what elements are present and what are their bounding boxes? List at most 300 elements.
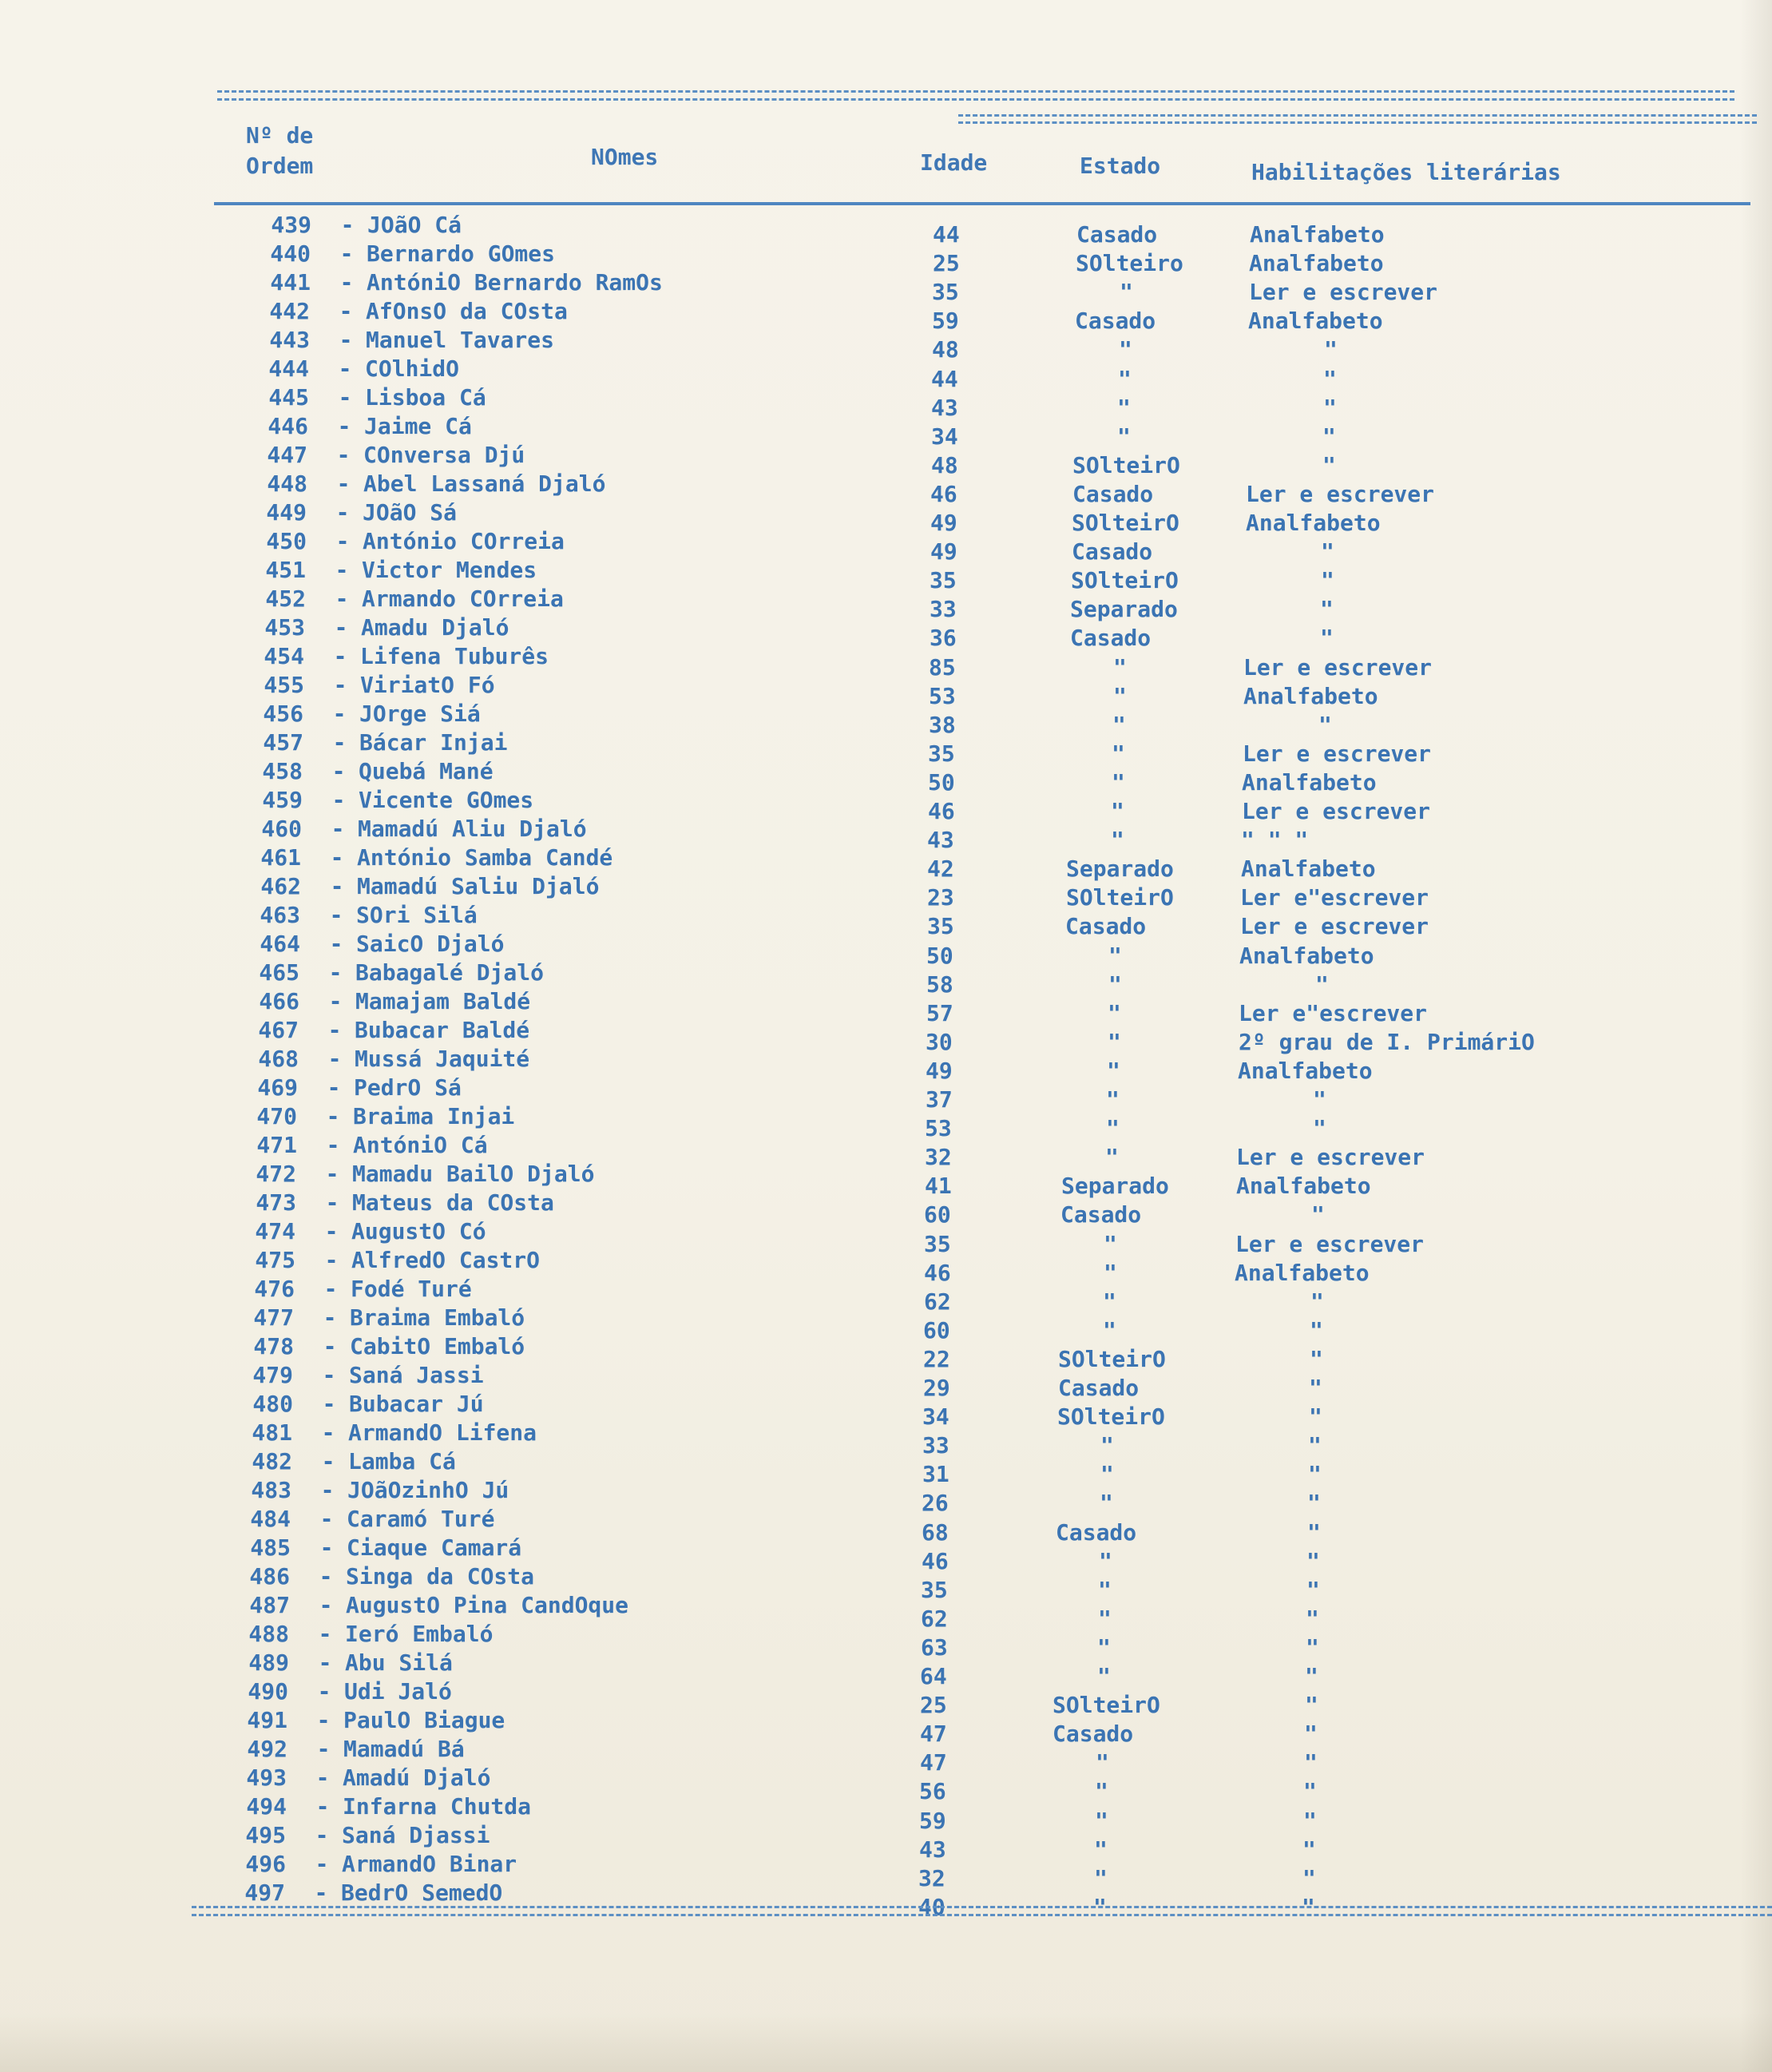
row-dash: - <box>329 902 343 928</box>
row-education: " <box>1320 625 1334 652</box>
row-age: 44 <box>933 221 960 248</box>
row-status: " <box>1106 1086 1120 1113</box>
row-age: 23 <box>927 884 954 911</box>
row-number: 440 <box>270 240 311 267</box>
row-number: 484 <box>250 1506 291 1532</box>
row-dash: - <box>318 1621 332 1647</box>
row-age: 56 <box>919 1778 946 1805</box>
row-name: AugustO Có <box>351 1218 486 1244</box>
row-dash: - <box>335 528 350 554</box>
row-education: Ler e escrever <box>1235 1230 1425 1257</box>
row-dash: - <box>326 1132 340 1158</box>
row-number: 457 <box>263 729 303 756</box>
row-age: 62 <box>921 1605 948 1632</box>
row-status: " <box>1103 1316 1116 1344</box>
row-dash: - <box>338 384 352 411</box>
row-status: " <box>1094 1836 1108 1863</box>
row-age: 22 <box>923 1345 950 1372</box>
row-name: Victor Mendes <box>362 557 537 583</box>
row-status: Casado <box>1065 913 1147 940</box>
row-number: 453 <box>264 614 305 641</box>
row-age: 31 <box>922 1461 949 1488</box>
row-age: 53 <box>929 682 956 709</box>
row-number: 474 <box>255 1218 295 1244</box>
header-order-line1: Nº de <box>246 122 314 149</box>
row-education: " <box>1306 1633 1319 1661</box>
row-education: " <box>1321 567 1334 594</box>
row-age: 58 <box>926 971 953 998</box>
row-name: JOãO Cá <box>367 212 462 238</box>
row-name: Mamadú Aliu Djaló <box>358 816 587 842</box>
row-name: Amadu Djaló <box>361 614 509 641</box>
row-name: António Samba Candé <box>357 844 613 871</box>
row-dash: - <box>323 1333 337 1360</box>
row-age: 63 <box>921 1633 948 1661</box>
row-education: Ler e escrever <box>1246 480 1435 507</box>
row-dash: - <box>322 1391 336 1417</box>
row-status: " <box>1113 653 1127 681</box>
row-name: Fodé Turé <box>351 1276 472 1302</box>
row-age: 64 <box>920 1663 947 1689</box>
row-age: 44 <box>931 365 958 392</box>
row-education: Analfabeto <box>1250 221 1385 248</box>
row-name: Mateus da COsta <box>352 1189 554 1216</box>
row-name: Braima Embaló <box>350 1304 525 1331</box>
row-education: Analfabeto <box>1241 855 1376 883</box>
row-name: Amadú Djaló <box>343 1764 491 1791</box>
row-age: 46 <box>922 1547 949 1574</box>
row-dash: - <box>331 816 345 842</box>
row-age: 37 <box>926 1086 953 1113</box>
row-status: " <box>1093 1893 1107 1920</box>
row-number: 439 <box>271 212 311 238</box>
row-age: 85 <box>929 653 956 681</box>
row-dash: - <box>321 1448 335 1475</box>
row-education: Ler e"escrever <box>1240 884 1429 911</box>
row-name: AfOnsO da COsta <box>366 298 568 324</box>
row-age: 60 <box>923 1316 950 1344</box>
row-dash: - <box>340 212 355 238</box>
row-education: " <box>1302 1836 1316 1863</box>
row-dash: - <box>333 643 347 669</box>
row-dash: - <box>319 1534 334 1561</box>
row-number: 442 <box>269 298 310 324</box>
row-age: 59 <box>919 1807 946 1834</box>
row-status: SOlteirO <box>1052 1692 1160 1719</box>
row-number: 475 <box>255 1247 295 1273</box>
row-dash: - <box>337 413 351 439</box>
row-name: Infarna Chutda <box>343 1793 532 1820</box>
row-number: 441 <box>270 269 311 296</box>
row-status: " <box>1095 1778 1108 1805</box>
row-dash: - <box>339 327 353 353</box>
row-age: 32 <box>918 1864 945 1891</box>
row-status: " <box>1111 798 1124 824</box>
row-dash: - <box>325 1161 339 1187</box>
row-age: 26 <box>922 1490 949 1517</box>
row-dash: - <box>328 988 343 1014</box>
row-education: " <box>1322 451 1336 478</box>
top-double-rule-1 <box>217 90 1734 93</box>
row-dash: - <box>335 585 349 612</box>
row-status: " <box>1111 827 1124 854</box>
row-number: 478 <box>253 1333 294 1360</box>
row-age: 43 <box>931 394 958 421</box>
row-number: 495 <box>245 1822 286 1848</box>
row-name: Braima Injai <box>353 1103 515 1129</box>
row-status: " <box>1100 1490 1113 1517</box>
row-age: 34 <box>922 1403 949 1431</box>
row-status: Casado <box>1076 221 1158 248</box>
row-education: Analfabeto <box>1246 510 1381 536</box>
row-dash: - <box>325 1189 339 1216</box>
row-age: 29 <box>923 1375 950 1401</box>
row-status: " <box>1094 1864 1108 1891</box>
row-status: Separado <box>1066 855 1174 883</box>
row-dash: - <box>329 931 343 957</box>
row-age: 49 <box>930 538 957 566</box>
row-number: 466 <box>259 988 299 1014</box>
row-number: 452 <box>265 585 306 612</box>
row-name: BedrO SemedO <box>341 1879 503 1906</box>
row-dash: - <box>339 240 354 267</box>
row-name: Jaime Cá <box>364 413 472 439</box>
row-education: " <box>1305 1663 1318 1689</box>
bottom-double-rule-1 <box>192 1906 1772 1908</box>
row-dash: - <box>317 1678 331 1705</box>
row-age: 43 <box>919 1836 946 1863</box>
row-age: 38 <box>929 711 956 738</box>
row-number: 491 <box>247 1707 287 1733</box>
row-status: " <box>1095 1807 1108 1834</box>
row-name: Bubacar Baldé <box>355 1017 530 1043</box>
row-number: 444 <box>268 355 309 382</box>
row-dash: - <box>315 1851 329 1877</box>
row-education: " <box>1318 711 1332 738</box>
row-education: " <box>1306 1576 1320 1603</box>
top-double-rule-2 <box>217 98 1734 101</box>
row-education: " <box>1307 1518 1321 1546</box>
row-dash: - <box>319 1563 333 1590</box>
row-name: Babagalé Djaló <box>355 959 545 986</box>
row-name: AntóniO Bernardo RamOs <box>367 269 663 296</box>
row-name: Lifena Tuburês <box>360 643 549 669</box>
row-number: 494 <box>246 1793 287 1820</box>
row-name: Bernardo GOmes <box>367 240 556 267</box>
row-status: " <box>1112 711 1126 738</box>
row-name: CabitO Embaló <box>350 1333 525 1360</box>
row-education: " " " <box>1241 827 1309 854</box>
row-dash: - <box>319 1506 334 1532</box>
row-number: 459 <box>262 787 303 813</box>
row-name: PaulO Biague <box>343 1707 505 1733</box>
row-status: SOlteirO <box>1066 884 1174 911</box>
row-age: 49 <box>926 1057 953 1084</box>
header-education: Habilitações literárias <box>1251 159 1561 185</box>
row-number: 443 <box>269 327 310 353</box>
row-dash: - <box>335 557 349 583</box>
row-number: 456 <box>263 701 303 727</box>
row-name: António COrreia <box>363 528 565 554</box>
row-age: 46 <box>924 1259 951 1286</box>
row-status: Casado <box>1070 625 1152 652</box>
row-status: " <box>1097 1633 1111 1661</box>
row-name: COnversa Djú <box>363 442 525 468</box>
row-number: 493 <box>246 1764 287 1791</box>
row-number: 458 <box>262 758 303 784</box>
row-status: SOlteirO <box>1072 451 1180 478</box>
row-name: COlhidO <box>365 355 460 382</box>
row-age: 47 <box>920 1749 947 1776</box>
row-education: " <box>1308 1461 1322 1488</box>
row-age: 68 <box>922 1518 949 1546</box>
row-number: 447 <box>267 442 307 468</box>
row-number: 482 <box>252 1448 292 1475</box>
row-name: PedrO Sá <box>354 1074 462 1101</box>
row-name: Ieró Embaló <box>345 1621 494 1647</box>
row-age: 35 <box>924 1230 951 1257</box>
row-dash: - <box>336 442 351 468</box>
row-name: Manuel Tavares <box>366 327 555 353</box>
row-education: " <box>1309 1403 1322 1431</box>
row-number: 469 <box>257 1074 298 1101</box>
row-name: Bácar Injai <box>359 729 508 756</box>
row-number: 488 <box>248 1621 289 1647</box>
row-dash: - <box>336 470 351 497</box>
row-education: " <box>1303 1807 1317 1834</box>
row-number: 485 <box>250 1534 291 1561</box>
row-education: Analfabeto <box>1243 682 1378 709</box>
row-number: 464 <box>260 931 300 957</box>
row-status: " <box>1098 1576 1112 1603</box>
row-name: AntóniO Cá <box>353 1132 488 1158</box>
row-dash: - <box>331 787 346 813</box>
row-education: " <box>1306 1547 1320 1574</box>
row-number: 472 <box>256 1161 296 1187</box>
row-status: " <box>1105 1144 1119 1171</box>
header-status: Estado <box>1080 153 1161 179</box>
row-dash: - <box>331 758 346 784</box>
row-education: " <box>1302 1893 1315 1920</box>
row-status: Separado <box>1061 1173 1169 1200</box>
row-status: " <box>1108 1028 1121 1055</box>
row-number: 497 <box>244 1879 285 1906</box>
row-number: 449 <box>266 499 307 526</box>
row-education: Ler e escrever <box>1236 1144 1425 1171</box>
row-dash: - <box>334 614 348 641</box>
header-age: Idade <box>920 149 988 176</box>
row-status: " <box>1113 682 1127 709</box>
row-education: " <box>1322 423 1336 450</box>
row-age: 59 <box>932 308 959 335</box>
row-status: " <box>1108 942 1122 969</box>
row-education: Ler e"escrever <box>1239 999 1428 1026</box>
row-age: 42 <box>927 855 954 883</box>
row-education: " <box>1320 596 1334 623</box>
header-names: NOmes <box>591 144 659 170</box>
row-age: 40 <box>918 1893 945 1920</box>
row-education: " <box>1315 971 1329 998</box>
row-number: 492 <box>247 1736 287 1762</box>
row-name: SOri Silá <box>356 902 478 928</box>
row-name: Mamadu BailO Djaló <box>352 1161 595 1187</box>
row-number: 483 <box>251 1477 291 1503</box>
row-name: Abu Silá <box>345 1649 453 1676</box>
row-age: 30 <box>926 1028 953 1055</box>
row-status: Casado <box>1060 1201 1142 1229</box>
row-name: JOrge Siá <box>359 701 481 727</box>
row-dash: - <box>318 1649 332 1676</box>
row-dash: - <box>326 1103 340 1129</box>
row-name: ArmandO Lifena <box>348 1419 537 1446</box>
row-name: Ciaque Camará <box>347 1534 522 1561</box>
header-order-line2: Ordem <box>246 153 314 179</box>
row-dash: - <box>339 298 353 324</box>
row-dash: - <box>324 1247 339 1273</box>
top-double-rule-3 <box>958 114 1757 117</box>
bottom-double-rule-2 <box>192 1914 1772 1916</box>
row-age: 34 <box>931 423 958 450</box>
row-status: " <box>1117 423 1131 450</box>
row-name: Mamadú Bá <box>343 1736 465 1762</box>
row-status: Casado <box>1072 480 1154 507</box>
row-dash: - <box>320 1477 335 1503</box>
row-age: 50 <box>928 768 955 796</box>
row-name: Mussá Jaquité <box>355 1046 530 1072</box>
row-name: SaicO Djaló <box>356 931 505 957</box>
row-status: " <box>1100 1432 1114 1459</box>
row-education: Ler e escrever <box>1243 653 1433 681</box>
row-name: Lisboa Cá <box>365 384 486 411</box>
row-number: 473 <box>256 1189 296 1216</box>
row-number: 471 <box>256 1132 297 1158</box>
row-dash: - <box>314 1879 328 1906</box>
row-education: Analfabeto <box>1239 942 1374 969</box>
row-status: " <box>1117 394 1131 421</box>
row-age: 48 <box>931 451 958 478</box>
row-name: Mamadú Saliu Djaló <box>357 873 600 899</box>
row-number: 468 <box>258 1046 299 1072</box>
row-name: JOãO Sá <box>363 499 458 526</box>
row-age: 36 <box>930 625 957 652</box>
row-dash: - <box>335 499 350 526</box>
row-number: 455 <box>264 672 304 698</box>
row-number: 481 <box>252 1419 292 1446</box>
row-number: 462 <box>260 873 301 899</box>
row-dash: - <box>316 1707 331 1733</box>
row-age: 25 <box>933 250 960 277</box>
row-name: Abel Lassaná Djaló <box>363 470 606 497</box>
row-education: " <box>1305 1692 1318 1719</box>
row-dash: - <box>319 1592 333 1618</box>
row-number: 496 <box>245 1851 286 1877</box>
row-age: 33 <box>922 1432 949 1459</box>
row-education: " <box>1324 336 1338 363</box>
row-dash: - <box>322 1362 336 1388</box>
row-education: Analfabeto <box>1235 1259 1370 1286</box>
row-education: " <box>1313 1086 1326 1113</box>
row-number: 467 <box>258 1017 299 1043</box>
row-education: Analfabeto <box>1249 250 1384 277</box>
row-status: Separado <box>1070 596 1178 623</box>
row-number: 451 <box>265 557 306 583</box>
row-number: 489 <box>248 1649 289 1676</box>
row-number: 463 <box>260 902 300 928</box>
row-number: 479 <box>252 1362 293 1388</box>
row-status: Casado <box>1072 538 1153 566</box>
row-education: Analfabeto <box>1238 1057 1373 1084</box>
row-education: " <box>1307 1490 1321 1517</box>
row-education: " <box>1323 365 1337 392</box>
row-status: " <box>1103 1288 1116 1315</box>
row-status: " <box>1096 1749 1109 1776</box>
row-number: 448 <box>267 470 307 497</box>
row-number: 461 <box>260 844 301 871</box>
row-age: 49 <box>930 510 957 536</box>
row-age: 35 <box>928 740 955 767</box>
row-dash: - <box>339 269 354 296</box>
row-dash: - <box>321 1419 335 1446</box>
row-name: Singa da COsta <box>346 1563 535 1590</box>
row-status: " <box>1099 1547 1112 1574</box>
row-status: SOlteirO <box>1057 1403 1165 1431</box>
row-dash: - <box>327 1046 342 1072</box>
row-status: Casado <box>1075 308 1156 335</box>
row-name: Armando COrreia <box>362 585 564 612</box>
row-age: 35 <box>932 279 959 306</box>
row-education: " <box>1306 1605 1319 1632</box>
row-dash: - <box>323 1276 338 1302</box>
row-age: 33 <box>930 596 957 623</box>
row-education: Analfabeto <box>1242 768 1377 796</box>
row-dash: - <box>330 873 344 899</box>
row-status: SOlteirO <box>1058 1345 1166 1372</box>
row-name: JOãOzinhO Jú <box>347 1477 509 1503</box>
row-status: " <box>1100 1461 1114 1488</box>
row-status: " <box>1118 365 1132 392</box>
row-status: SOlteirO <box>1071 567 1179 594</box>
row-dash: - <box>332 729 347 756</box>
row-status: " <box>1119 336 1132 363</box>
row-status: Casado <box>1052 1721 1134 1748</box>
row-education: " <box>1304 1721 1318 1748</box>
row-education: Ler e escrever <box>1240 913 1429 940</box>
row-dash: - <box>315 1764 330 1791</box>
paper-bottom-fold <box>0 2013 1772 2072</box>
row-name: Saná Djassi <box>342 1822 490 1848</box>
row-education: " <box>1308 1432 1322 1459</box>
row-number: 480 <box>252 1391 293 1417</box>
row-status: " <box>1097 1663 1111 1689</box>
row-education: 2º grau de I. PrimáriO <box>1239 1028 1535 1055</box>
row-education: " <box>1309 1375 1322 1401</box>
row-name: AlfredO CastrO <box>351 1247 541 1273</box>
row-status: " <box>1098 1605 1112 1632</box>
row-age: 46 <box>928 798 955 824</box>
row-status: " <box>1120 279 1133 306</box>
row-education: Ler e escrever <box>1249 279 1438 306</box>
row-number: 460 <box>261 816 302 842</box>
row-education: Ler e escrever <box>1242 798 1431 824</box>
row-age: 46 <box>930 480 957 507</box>
row-dash: - <box>327 1074 341 1101</box>
paper-edge-shadow <box>1740 0 1772 2072</box>
row-status: " <box>1108 971 1122 998</box>
row-age: 62 <box>924 1288 951 1315</box>
row-education: " <box>1313 1115 1326 1142</box>
row-number: 445 <box>268 384 309 411</box>
row-status: SOlteirO <box>1072 510 1179 536</box>
